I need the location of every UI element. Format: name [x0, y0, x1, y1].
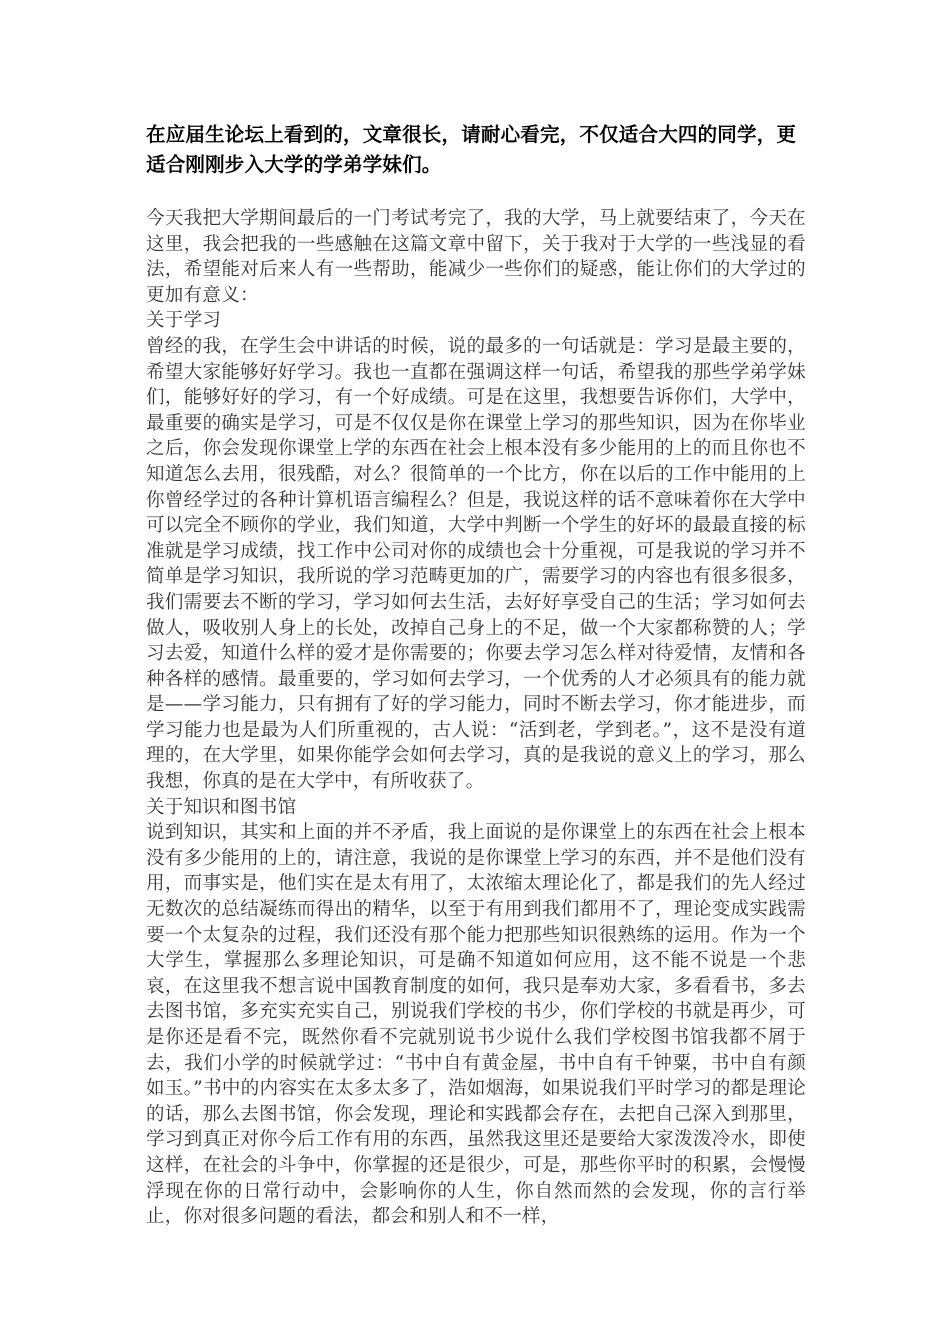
section-heading-knowledge-library: 关于知识和图书馆 [146, 796, 297, 818]
intro-paragraph: 在应届生论坛上看到的，文章很长，请耐心看完，不仅适合大四的同学，更适合刚刚步入大学的学弟学妹们。 [146, 123, 797, 176]
section-heading-study: 关于学习 [146, 310, 222, 332]
document-page [146, 120, 806, 1230]
knowledge-paragraph: 说到知识，其实和上面的并不矛盾，我上面说的是你课堂上的东西在社会上根本没有多少能用的上的，请注意，我说的是你课堂上学习的东西，并不是他们没有用，而事实是，他们实在是太有用了，太浓缩太理论化了，都是我们的先人经过无数次的总结凝练而得出的精华，以至于有用到我们都用不了，理论变成实践需要一个太复杂的过程，我们还没有那个能力把那些知识很熟练的运用。作为一个大学生，掌握那么多理论知识，可是确不知道如何应用，这不能不说是一个悲哀，在这里我不想言说中国教育制度的如何，我只是奉劝大家，多看看书，多去去图书馆，多充实充实自己，别说我们学校的书少，你们学校的书就是再少，可是你还是看不完，既然你看不完就别说书少说什么我们学校图书馆我都不屑于去，我们小学的时候就学过：“书中自有黄金屋，书中自有千钟粟，书中自有颜如玉。”书中的内容实在太多太多了，浩如烟海，如果说我们平时学习的都是理论的话，那么去图书馆，你会发现，理论和实践都会存在，去把自己深入到那里，学习到真正对你今后工作有用的东西，虽然我这里还是要给大家泼泼冷水，即使这样，在社会的斗争中，你掌握的还是很少，可是，那些你平时的积累，会慢慢浮现在你的日常行动中，会影响你的人生，你自然而然的会发现，你的言行举止，你对很多问题的看法，都会和别人和不一样， [146, 822, 806, 1228]
opening-paragraph: 今天我把大学期间最后的一门考试考完了，我的大学，马上就要结束了，今天在这里，我会把我的一些感触在这篇文章中留下，关于我对于大学的一些浅显的看法，希望能对后来人有一些帮助，能减少一些你们的疑惑，能让你们的大学过的更加有意义： [146, 208, 806, 306]
article-body [146, 206, 806, 1230]
study-paragraph: 曾经的我，在学生会中讲话的时候，说的最多的一句话就是：学习是最主要的，希望大家能够好好学习。我也一直都在强调这样一句话，希望我的那些学弟学妹们，能够好好的学习，有一个好成绩。可是在这里，我想要告诉你们，大学中，最重要的确实是学习，可是不仅仅是你在课堂上学习的那些知识，因为在你毕业之后，你会发现你课堂上学的东西在社会上根本没有多少能用的上的而且你也不知道怎么去用，很残酷，对么？很简单的一个比方，你在以后的工作中能用的上你曾经学过的各种计算机语言编程么？但是，我说这样的话不意味着你在大学中可以完全不顾你的学业，我们知道，大学中判断一个学生的好坏的最最直接的标准就是学习成绩，找工作中公司对你的成绩也会十分重视，可是我说的学习并不简单是学习知识，我所说的学习范畴更加的广，需要学习的内容也有很多很多，我们需要去不断的学习，学习如何去生活，去好好享受自己的生活；学习如何去做人，吸收别人身上的长处，改掉自己身上的不足，做一个大家都称赞的人；学习去爱，知道什么样的爱才是你需要的；你要去学习怎么样对待爱情，友情和各种各样的感情。最重要的，学习如何去学习，一个优秀的人才必须具有的能力就是——学习能力，只有拥有了好的学习能力，同时不断去学习，你才能进步，而学习能力也是最为人们所重视的，古人说：“活到老，学到老。”，这不是没有道理的，在大学里，如果你能学会如何去学习，真的是我说的意义上的学习，那么我想，你真的是在大学中，有所收获了。 [146, 335, 806, 793]
